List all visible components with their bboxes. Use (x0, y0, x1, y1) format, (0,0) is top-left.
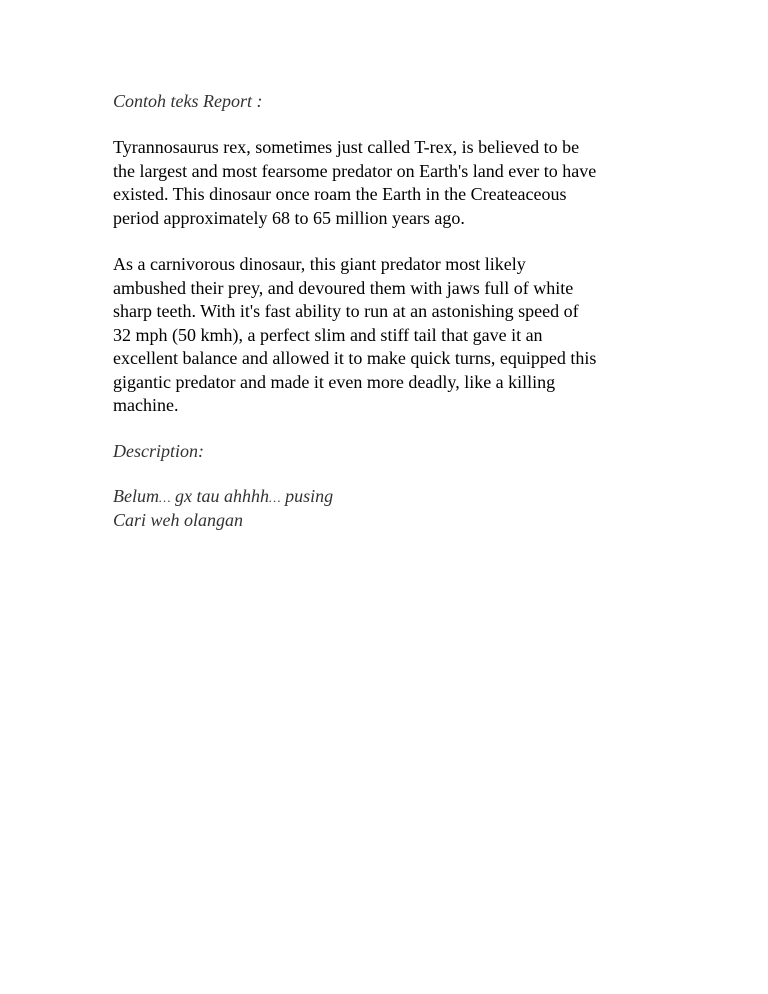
description-notes (113, 485, 673, 532)
document-body (113, 90, 673, 532)
paragraph-line: machine. (113, 395, 179, 415)
note-text: pusing (280, 485, 334, 506)
note-line-1 (113, 485, 673, 509)
description-label: Description: (113, 440, 204, 461)
paragraph-line: sharp teeth. With it's fast ability to run at an astonishing speed of (113, 301, 579, 321)
report-paragraph-2 (113, 253, 673, 418)
paragraph-line: period approximately 68 to 65 million years ago. (113, 207, 465, 228)
ellipsis: … (269, 489, 281, 505)
section-heading: Contoh teks Report : (113, 91, 263, 111)
note-text: gx tau ahhhh (170, 485, 270, 506)
note-line-2: Cari weh olangan (113, 509, 244, 530)
report-paragraph-1 (113, 136, 673, 230)
paragraph-line: the largest and most fearsome predator on Earth's land ever to have (113, 160, 597, 181)
paragraph-line: existed. This dinosaur once roam the Earth in the Createaceous (113, 184, 567, 204)
paragraph-line: 32 mph (50 kmh), a perfect slim and stiff tail that gave it an (113, 324, 543, 345)
ellipsis: … (158, 489, 171, 505)
paragraph-line: Tyrannosaurus rex, sometimes just called T-rex, is believed to be (113, 137, 580, 157)
paragraph-line: As a carnivorous dinosaur, this giant predator most likely (113, 254, 526, 274)
note-text: Belum (113, 485, 159, 506)
paragraph-line: ambushed their prey, and devoured them with jaws full of white (113, 277, 574, 298)
paragraph-line: gigantic predator and made it even more deadly, like a killing (113, 371, 556, 392)
paragraph-line: excellent balance and allowed it to make quick turns, equipped this (113, 348, 597, 368)
